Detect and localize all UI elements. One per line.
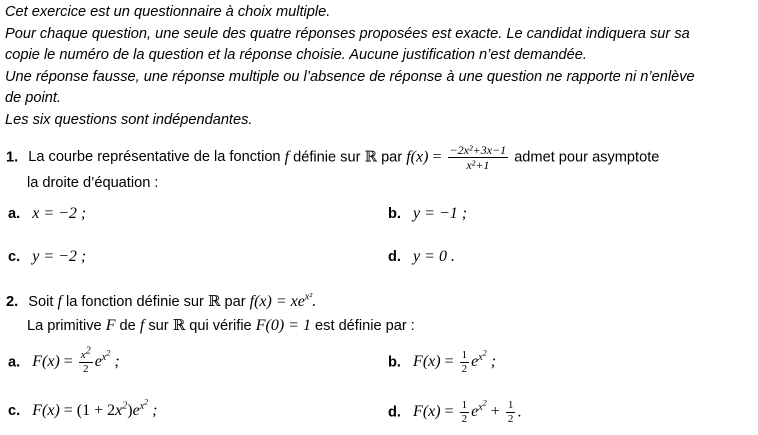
answer-2b: b. F(x) = $\frac{1}{2}$ $e^{x^2}$ ; — [388, 348, 497, 375]
question-1-statement: 1. La courbe représentative de la fonction f définie sur ℝ par f(x) = $\frac{\text{−2x²+3x−1}}{\text{x²+1}}$ admet pour asymptote — [6, 143, 660, 172]
question-number: 1. — [6, 149, 19, 166]
intro-line: copie le numéro de la question et la réponse choisie. Aucune justification n’est demandée. — [5, 47, 587, 64]
question-2-statement: 2. Soit f la fonction définie sur ℝ par $f(x) = xe^{x^2}$. — [6, 291, 317, 310]
answer-1d: d. y = 0 . — [388, 248, 455, 265]
answer-2c: c. $F(x) = (1 + 2x^2)e^{x^2}$ ; — [8, 397, 158, 419]
answer-1b: b. y = −1 ; — [388, 205, 468, 222]
intro-line: Pour chaque question, une seule des quatre réponses proposées est exacte. Le candidat indiquera sur sa — [5, 25, 690, 42]
answer-1c: c. y = −2 ; — [8, 248, 87, 265]
intro-line: de point. — [5, 90, 61, 107]
function-fraction: $\frac{\text{−2x²+3x−1}}{\text{x²+1}}$ — [449, 143, 507, 172]
answer-2a: a. F(x) = $\frac{x^2}{2}$ $e^{x^2}$ ; — [8, 345, 120, 375]
intro-line: Cet exercice est un questionnaire à choix multiple. — [5, 4, 331, 20]
answer-1a: a. x = −2 ; — [8, 205, 87, 222]
question-2-line2: La primitive F de f sur ℝ qui vérifie F(0) = 1 est définie par : — [27, 316, 415, 334]
intro-line: Les six questions sont indépendantes. — [5, 111, 253, 128]
instructions — [5, 2, 755, 132]
question-1-line2: la droite d’équation : — [27, 175, 159, 191]
intro-line: Une réponse fausse, une réponse multiple ou l’absence de réponse à une question ne rapporte ni n’enlève — [5, 68, 695, 85]
answer-2d: d. F(x) = $\frac{1}{2}$ $e^{x^2}$ + $\frac{1}{2}$ . — [388, 398, 522, 425]
question-number: 2. — [6, 294, 19, 310]
